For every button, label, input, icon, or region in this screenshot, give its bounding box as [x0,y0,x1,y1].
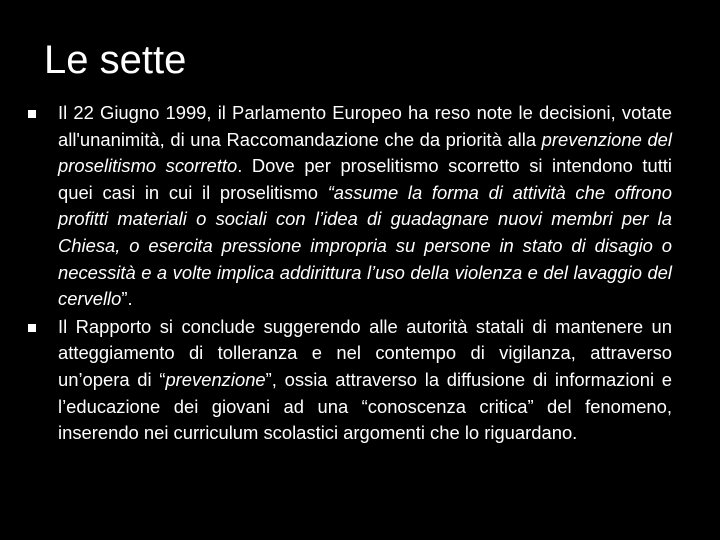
bullet-text-segment: Il 22 Giugno 1999, il Parlamento Europeo ha reso note le decisioni, votate all'unanimità, di una Raccomandazione che da priorità alla [58,102,672,150]
bullet-item [26,100,672,313]
square-bullet-icon [28,324,36,332]
bullet-text-segment: ”, ossia attraverso la diffusione di informazioni e l’educazione dei giovani ad una “conoscenza critica” del fenomeno, inserendo nei curriculum scolastici argomenti che lo riguardano. [58,368,672,444]
square-bullet-icon [28,110,36,118]
bullet-text-segment: . Dove per proselitismo scorretto si intendono tutti quei casi in cui il proselitismo [58,155,672,203]
bullet-text-segment-italic: prevenzione del proselitismo scorretto [58,128,672,177]
bullet-text-segment: ”. [121,288,133,310]
bullet-text-segment-italic: prevenzione [165,368,266,390]
bullet-text-segment: Il Rapporto si conclude suggerendo alle autorità statali di mantenere un atteggiamento di tolleranza e nel contempo di vigilanza, attraverso un’opera di “ [58,315,672,390]
bullet-list [26,100,672,448]
slide-title: Le sette [44,38,187,82]
bullet-text-segment-italic: “assume la forma di attività che offrono profitti materiali o sociali con l’idea di guadagnare nuovi membri per la Chiesa, o esercita pressione impropria su persone in stato di disagio o necessità e a volte implica addirittura l’uso della violenza e del lavaggio del cervello [58,181,672,310]
bullet-item [26,314,672,447]
